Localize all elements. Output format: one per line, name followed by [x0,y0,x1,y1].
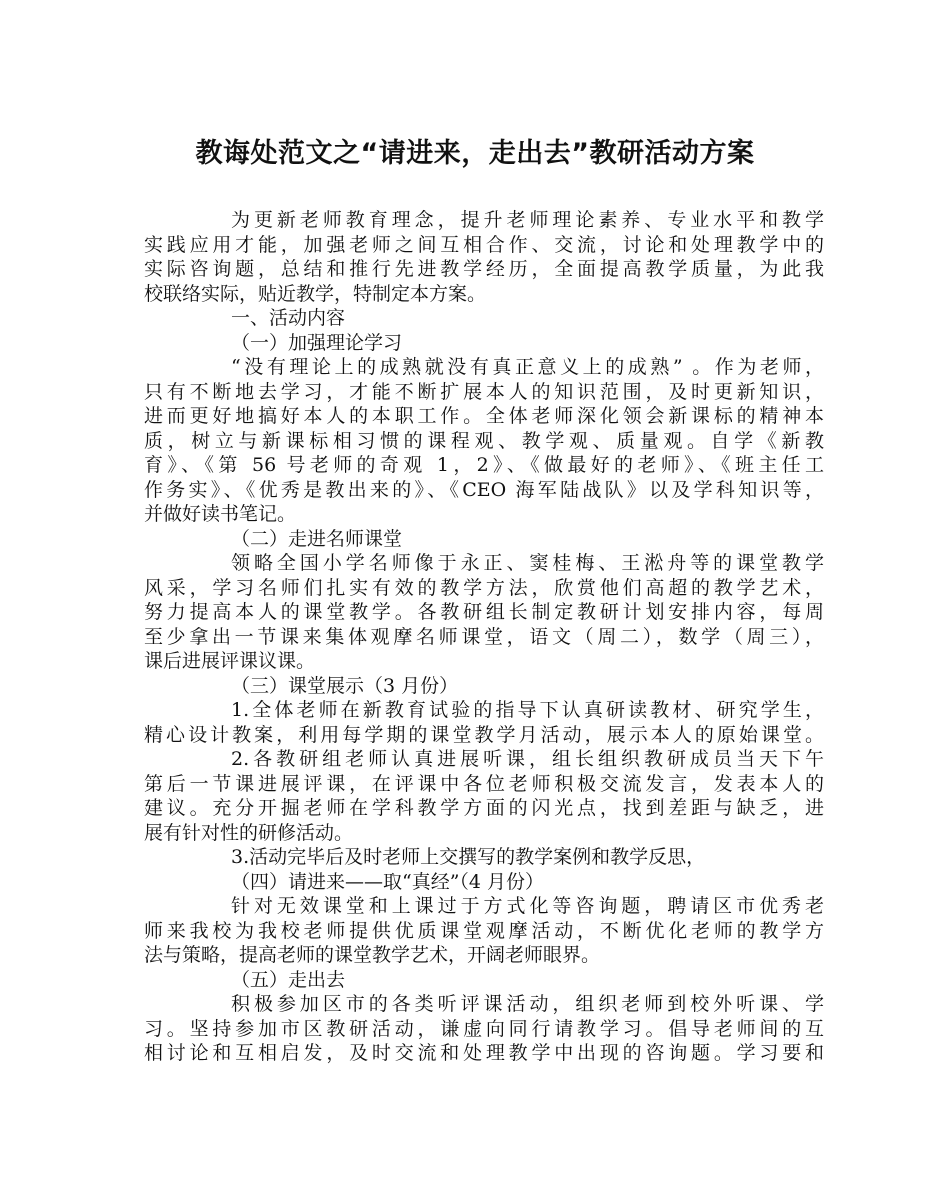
paragraph-line: 习。坚持参加市区教研活动，谦虚向同行请教学习。倡导老师间的互 [144,1017,824,1040]
paragraph-line: 只有不断地去学习，才能不断扩展本人的知识范围，及时更新知识， [144,380,824,403]
paragraph-line: 建议。充分开掘老师在学科教学方面的闪光点，找到差距与缺乏，进 [144,797,824,819]
paragraph-line: 育》、《第 56 号老师的奇观 1，2》、《做最好的老师》、《班主任工 [144,454,824,476]
paragraph-line: 至少拿出一节课来集体观摩名师课堂，语文（周二），数学（周三）， [144,625,824,648]
paragraph-line: 领略全国小学名师像于永正、窦桂梅、王淞舟等的课堂教学 [231,552,824,574]
paragraph-line: 并做好读书笔记。 [144,503,297,525]
paragraph-line: 作务实》、《优秀是教出来的》、《CEO 海军陆战队》以及学科知识等， [144,478,824,501]
paragraph-line: 第后一节课进展评课，在评课中各位老师积极交流发言，发表本人的 [144,772,824,795]
subsection-heading: （四）请进来——取“真经”（4 月份） [231,870,545,893]
paragraph-line: 精心设计教案，利用每学期的课堂教学月活动，展示本人的原始课堂。 [144,723,824,746]
paragraph-line: 1.全体老师在新教育试验的指导下认真研读教材、研究学生， [231,699,824,721]
paragraph-line: 法与策略，提高老师的课堂教学艺术，开阔老师眼界。 [144,944,601,966]
document-title: 教诲处范文之“请进来，走出去”教研活动方案 [195,138,755,169]
paragraph-line: 针对无效课堂和上课过于方式化等咨询题，聘请区市优秀老 [231,895,824,917]
subsection-heading: （五）走出去 [231,968,346,991]
document-body [144,208,824,1066]
paragraph-line: 进而更好地搞好本人的本职工作。全体老师深化领会新课标的精神本 [144,405,824,427]
paragraph-line: 风采，学习名师们扎实有效的教学方法，欣赏他们高超的教学艺术， [144,576,824,599]
paragraph-line: 为更新老师教育理念，提升老师理论素养、专业水平和教学 [231,209,824,231]
subsection-heading: （一）加强理论学习 [231,331,403,354]
subsection-heading: （三）课堂展示（3 月份） [231,674,459,697]
paragraph-line: 师来我校为我校老师提供优质课堂观摩活动，不断优化老师的教学方 [144,919,824,942]
paragraph-line: 2.各教研组老师认真进展听课，组长组织教研成员当天下午 [231,748,824,770]
paragraph-line: 相讨论和互相启发，及时交流和处理教学中出现的咨询题。学习要和 [144,1042,824,1064]
paragraph-line: 展有针对性的研修活动。 [144,821,354,844]
paragraph-line: “没有理论上的成熟就没有真正意义上的成熟” 。作为老师， [231,356,824,378]
paragraph-line: 校联络实际，贴近教学，特制定本方案。 [144,282,487,305]
paragraph-line: 积极参加区市的各类听评课活动，组织老师到校外听课、学 [231,993,824,1015]
paragraph-line: 实践应用才能，加强老师之间互相合作、交流，讨论和处理教学中的 [144,233,824,256]
paragraph-line: 3.活动完毕后及时老师上交撰写的教学案例和教学反思， [231,846,706,868]
section-heading: 一、活动内容 [231,307,346,329]
subsection-heading: （二）走进名师课堂 [231,527,403,550]
paragraph-line: 实际咨询题，总结和推行先进教学经历，全面提高教学质量，为此我 [144,258,824,280]
paragraph-line: 质，树立与新课标相习惯的课程观、教学观、质量观。自学《新教 [144,429,824,452]
paragraph-line: 课后进展评课议课。 [144,650,316,672]
paragraph-line: 努力提高本人的课堂教学。各教研组长制定教研计划安排内容，每周 [144,601,824,623]
